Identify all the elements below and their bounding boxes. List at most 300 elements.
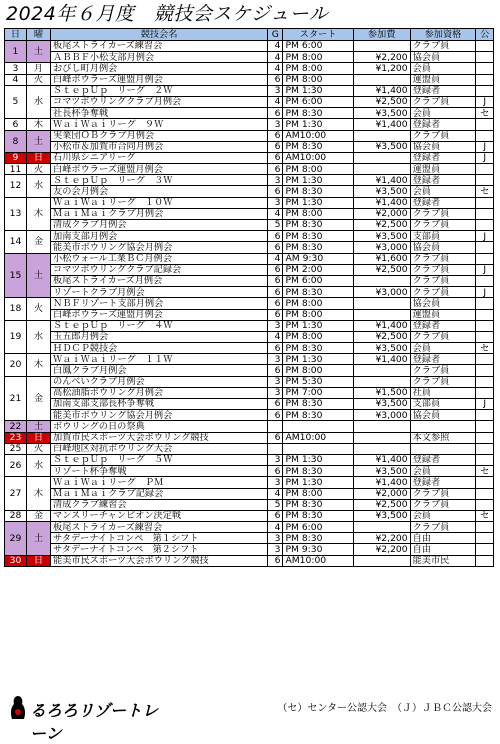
games-cell: 6 (268, 108, 283, 119)
day-cell: 3 (5, 63, 27, 74)
official-cell (476, 175, 494, 186)
official-cell: J (476, 287, 494, 298)
table-row (5, 41, 494, 52)
event-name-cell: ＳｔｅｐＵｐ リーグ ３Ｗ (51, 175, 268, 186)
table-row (5, 253, 494, 264)
start-time-cell: PM 8:00 (283, 208, 353, 219)
eligibility-cell: 会員 (410, 186, 476, 197)
table-row (5, 186, 494, 197)
eligibility-cell: 支部員 (410, 231, 476, 242)
start-time-cell: PM 8:00 (283, 164, 353, 175)
schedule-table (4, 28, 494, 567)
eligibility-cell: クラブ員 (410, 208, 476, 219)
start-time-cell: PM 8:30 (283, 108, 353, 119)
fee-cell: ¥1,400 (353, 454, 410, 465)
table-row (5, 164, 494, 175)
games-cell: 6 (268, 287, 283, 298)
start-time-cell: PM 7:00 (283, 387, 353, 398)
start-time-cell: PM 8:00 (283, 365, 353, 376)
games-cell: 6 (268, 242, 283, 253)
event-name-cell: 加南支部月例会 (51, 231, 268, 242)
event-name-cell: ＡＢＢＦ小松支部月例会 (51, 52, 268, 63)
weekday-cell: 金 (26, 231, 50, 253)
event-name-cell: 白峰ボウラーズ運盟月例会 (51, 309, 268, 320)
eligibility-cell: 協会員 (410, 410, 476, 421)
event-name-cell: ＳｔｅｐＵｐ リーグ ４Ｗ (51, 320, 268, 331)
games-cell: 6 (268, 432, 283, 443)
official-cell (476, 432, 494, 443)
official-cell: J (476, 231, 494, 242)
event-name-cell: 石川県シニアリーグ (51, 152, 268, 163)
start-time-cell: PM 8:30 (283, 343, 353, 354)
event-name-cell: 玉五郎月例会 (51, 331, 268, 342)
eligibility-cell: クラブ員 (410, 331, 476, 342)
fee-cell: ¥2,500 (353, 264, 410, 275)
games-cell: 6 (268, 152, 283, 163)
header-games: G (268, 29, 283, 41)
start-time-cell: PM 8:30 (283, 533, 353, 544)
games-cell: 3 (268, 454, 283, 465)
start-time-cell: PM 8:30 (283, 499, 353, 510)
eligibility-cell: クラブ員 (410, 41, 476, 52)
eligibility-cell (410, 421, 476, 432)
fee-cell: ¥2,200 (353, 544, 410, 555)
eligibility-cell: クラブ員 (410, 253, 476, 264)
official-cell (476, 443, 494, 454)
event-name-cell: ボウリングの日の祭典 (51, 421, 268, 432)
table-row (5, 499, 494, 510)
games-cell: 6 (268, 399, 283, 410)
day-cell: 29 (5, 522, 27, 556)
day-cell: 28 (5, 510, 27, 521)
games-cell: 6 (268, 410, 283, 421)
table-row (5, 365, 494, 376)
games-cell: 6 (268, 510, 283, 521)
table-row (5, 544, 494, 555)
fee-cell: ¥1,400 (353, 320, 410, 331)
event-name-cell: ＭａｉＭａｉクラブ月例会 (51, 208, 268, 219)
table-row (5, 96, 494, 107)
weekday-cell: 水 (26, 85, 50, 119)
table-row (5, 119, 494, 130)
fee-cell: ¥3,500 (353, 399, 410, 410)
event-name-cell: 板尾ストライカーズ月例会 (51, 275, 268, 286)
weekday-cell: 火 (26, 443, 50, 454)
table-row (5, 443, 494, 454)
table-row (5, 331, 494, 342)
fee-cell: ¥3,000 (353, 410, 410, 421)
official-cell (476, 477, 494, 488)
day-cell: 12 (5, 175, 27, 197)
eligibility-cell: クラブ員 (410, 522, 476, 533)
games-cell: 3 (268, 320, 283, 331)
fee-cell: ¥3,000 (353, 242, 410, 253)
event-name-cell: リゾート杯争奪戦 (51, 466, 268, 477)
eligibility-cell (410, 443, 476, 454)
event-name-cell: ＮＢＦリゾート支部月例会 (51, 298, 268, 309)
day-cell: 9 (5, 152, 27, 163)
table-row (5, 141, 494, 152)
start-time-cell: AM10:00 (283, 555, 353, 566)
official-cell (476, 130, 494, 141)
table-row (5, 410, 494, 421)
games-cell: 4 (268, 253, 283, 264)
day-cell: 19 (5, 320, 27, 354)
event-name-cell: 実業団ＯＢクラブ月例会 (51, 130, 268, 141)
start-time-cell: PM 6:00 (283, 41, 353, 52)
games-cell: 4 (268, 63, 283, 74)
eligibility-cell: 能美市民 (410, 555, 476, 566)
eligibility-cell: クラブ員 (410, 130, 476, 141)
weekday-cell: 土 (26, 130, 50, 152)
start-time-cell: PM 8:30 (283, 186, 353, 197)
table-row (5, 466, 494, 477)
weekday-cell: 火 (26, 74, 50, 85)
weekday-cell: 水 (26, 320, 50, 354)
header-official: 公 (476, 29, 494, 41)
day-cell: 6 (5, 119, 27, 130)
official-cell (476, 555, 494, 566)
official-cell (476, 533, 494, 544)
fee-cell: ¥3,500 (353, 466, 410, 477)
event-name-cell: 社長杯争奪戦 (51, 108, 268, 119)
page-title: 2024年６月度 競技会スケジュール (6, 3, 329, 25)
eligibility-cell: 登録者 (410, 454, 476, 465)
start-time-cell: AM 9:30 (283, 253, 353, 264)
event-name-cell: 清成クラブ月例会 (51, 220, 268, 231)
games-cell: 5 (268, 220, 283, 231)
games-cell: 4 (268, 52, 283, 63)
official-cell (476, 197, 494, 208)
fee-cell (353, 130, 410, 141)
table-row (5, 152, 494, 163)
start-time-cell: PM 5:30 (283, 376, 353, 387)
eligibility-cell: 協会員 (410, 141, 476, 152)
fee-cell (353, 298, 410, 309)
games-cell: 4 (268, 41, 283, 52)
games-cell: 3 (268, 85, 283, 96)
event-name-cell: 板尾ストライカーズ練習会 (51, 41, 268, 52)
games-cell: 4 (268, 208, 283, 219)
table-row (5, 197, 494, 208)
table-row (5, 298, 494, 309)
table-row (5, 52, 494, 63)
start-time-cell: PM 1:30 (283, 119, 353, 130)
start-time-cell: PM 8:30 (283, 220, 353, 231)
start-time-cell: PM 2:00 (283, 264, 353, 275)
event-name-cell: 小松市＆加賀市合同月例会 (51, 141, 268, 152)
games-cell: 6 (268, 164, 283, 175)
weekday-cell: 日 (26, 152, 50, 163)
day-cell: 13 (5, 197, 27, 231)
start-time-cell: PM 8:00 (283, 488, 353, 499)
official-cell (476, 331, 494, 342)
table-row (5, 231, 494, 242)
eligibility-cell: 支部員 (410, 399, 476, 410)
fee-cell (353, 74, 410, 85)
table-row (5, 287, 494, 298)
games-cell (268, 443, 283, 454)
weekday-cell: 木 (26, 354, 50, 376)
weekday-cell: 火 (26, 164, 50, 175)
start-time-cell: PM 8:30 (283, 466, 353, 477)
day-cell: 23 (5, 432, 27, 443)
start-time-cell: PM 8:30 (283, 510, 353, 521)
eligibility-cell: クラブ員 (410, 365, 476, 376)
fee-cell: ¥1,400 (353, 85, 410, 96)
weekday-cell: 金 (26, 376, 50, 421)
fee-cell: ¥1,400 (353, 354, 410, 365)
official-cell (476, 253, 494, 264)
eligibility-cell: 登録者 (410, 354, 476, 365)
header-fee: 参加費 (353, 29, 410, 41)
weekday-cell: 日 (26, 555, 50, 566)
eligibility-cell: 会員 (410, 63, 476, 74)
footer-note: （セ）センター公認大会 （Ｊ）ＪＢＣ公認大会 (277, 703, 492, 714)
games-cell: 3 (268, 197, 283, 208)
games-cell: 3 (268, 175, 283, 186)
event-name-cell: 友の会月例会 (51, 186, 268, 197)
table-row (5, 421, 494, 432)
start-time-cell (283, 421, 353, 432)
fee-cell (353, 365, 410, 376)
games-cell: 4 (268, 488, 283, 499)
eligibility-cell: 社員 (410, 387, 476, 398)
fee-cell (353, 522, 410, 533)
start-time-cell: PM 8:30 (283, 242, 353, 253)
official-cell (476, 63, 494, 74)
eligibility-cell: 運盟員 (410, 309, 476, 320)
day-cell: 11 (5, 164, 27, 175)
eligibility-cell: クラブ員 (410, 275, 476, 286)
eligibility-cell: クラブ員 (410, 220, 476, 231)
start-time-cell (283, 443, 353, 454)
table-row (5, 555, 494, 566)
fee-cell (353, 443, 410, 454)
official-cell (476, 454, 494, 465)
event-name-cell: 白峰地区対抗ボウリング大会 (51, 443, 268, 454)
games-cell: 6 (268, 343, 283, 354)
fee-cell (353, 432, 410, 443)
day-cell: 27 (5, 477, 27, 511)
official-cell (476, 387, 494, 398)
event-name-cell: ＷａｉＷａｉリーグ １１Ｗ (51, 354, 268, 365)
official-cell: セ (476, 186, 494, 197)
header-row (5, 29, 494, 41)
weekday-cell: 木 (26, 477, 50, 511)
logo (4, 695, 164, 743)
start-time-cell: AM10:00 (283, 432, 353, 443)
fee-cell (353, 555, 410, 566)
games-cell: 3 (268, 387, 283, 398)
official-cell: セ (476, 108, 494, 119)
official-cell: J (476, 96, 494, 107)
fee-cell (353, 421, 410, 432)
eligibility-cell: クラブ員 (410, 376, 476, 387)
eligibility-cell: 自由 (410, 544, 476, 555)
eligibility-cell: 自由 (410, 533, 476, 544)
fee-cell: ¥1,400 (353, 197, 410, 208)
games-cell: 4 (268, 96, 283, 107)
table-row (5, 488, 494, 499)
fee-cell (353, 376, 410, 387)
fee-cell: ¥2,200 (353, 52, 410, 63)
table-row (5, 74, 494, 85)
start-time-cell: PM 8:30 (283, 231, 353, 242)
start-time-cell: PM 6:00 (283, 522, 353, 533)
table-row (5, 208, 494, 219)
weekday-cell: 火 (26, 298, 50, 320)
games-cell: 6 (268, 130, 283, 141)
fee-cell: ¥3,500 (353, 510, 410, 521)
official-cell (476, 242, 494, 253)
table-row (5, 63, 494, 74)
official-cell: J (476, 264, 494, 275)
start-time-cell: PM 8:30 (283, 399, 353, 410)
games-cell: 6 (268, 141, 283, 152)
fee-cell (353, 41, 410, 52)
games-cell (268, 421, 283, 432)
table-row (5, 522, 494, 533)
day-cell: 30 (5, 555, 27, 566)
start-time-cell: PM 8:00 (283, 298, 353, 309)
eligibility-cell: クラブ員 (410, 488, 476, 499)
event-name-cell: ＷａｉＷａｉリーグ １０Ｗ (51, 197, 268, 208)
event-name-cell: 能美市ボウリング協会月例会 (51, 242, 268, 253)
event-name-cell: 能美市ボウリング協会月例会 (51, 410, 268, 421)
games-cell: 6 (268, 264, 283, 275)
official-cell (476, 208, 494, 219)
fee-cell: ¥1,600 (353, 253, 410, 264)
start-time-cell: PM 8:00 (283, 309, 353, 320)
games-cell: 5 (268, 499, 283, 510)
event-name-cell: おびし町月例会 (51, 63, 268, 74)
weekday-cell: 土 (26, 522, 50, 556)
header-eligibility: 参加資格 (410, 29, 476, 41)
games-cell: 6 (268, 74, 283, 85)
event-name-cell: ＷａｉＷａｉリーグ ９Ｗ (51, 119, 268, 130)
day-cell: 25 (5, 443, 27, 454)
event-name-cell: サタデーナイトコンペ 第２シフト (51, 544, 268, 555)
start-time-cell: PM 6:00 (283, 275, 353, 286)
weekday-cell: 水 (26, 175, 50, 197)
official-cell: J (476, 141, 494, 152)
eligibility-cell: 会員 (410, 510, 476, 521)
fee-cell: ¥1,400 (353, 477, 410, 488)
weekday-cell: 土 (26, 253, 50, 298)
eligibility-cell: 運盟員 (410, 74, 476, 85)
official-cell: J (476, 152, 494, 163)
table-row (5, 320, 494, 331)
table-row (5, 510, 494, 521)
official-cell (476, 74, 494, 85)
fee-cell: ¥3,500 (353, 343, 410, 354)
official-cell: セ (476, 343, 494, 354)
official-cell (476, 499, 494, 510)
table-row (5, 175, 494, 186)
games-cell: 6 (268, 466, 283, 477)
fee-cell: ¥3,000 (353, 287, 410, 298)
table-row (5, 108, 494, 119)
fee-cell (353, 275, 410, 286)
table-row (5, 454, 494, 465)
event-name-cell: ＭａｉＭａｉクラブ記録会 (51, 488, 268, 499)
weekday-cell: 月 (26, 63, 50, 74)
event-name-cell: 白峰ボウラーズ運盟月例会 (51, 74, 268, 85)
header-day: 日 (5, 29, 27, 41)
fee-cell: ¥2,500 (353, 220, 410, 231)
fee-cell: ¥1,400 (353, 119, 410, 130)
event-name-cell: マンスリーチャンピオン決定戦 (51, 510, 268, 521)
fee-cell: ¥3,500 (353, 186, 410, 197)
start-time-cell: PM 8:00 (283, 331, 353, 342)
event-name-cell: ＨＤＣＰ競技会 (51, 343, 268, 354)
start-time-cell: PM 1:30 (283, 454, 353, 465)
games-cell: 6 (268, 309, 283, 320)
event-name-cell: 高松油脂ボウリング月例会 (51, 387, 268, 398)
official-cell (476, 52, 494, 63)
start-time-cell: PM 1:30 (283, 85, 353, 96)
day-cell: 1 (5, 41, 27, 63)
day-cell: 20 (5, 354, 27, 376)
eligibility-cell: クラブ員 (410, 499, 476, 510)
fee-cell (353, 164, 410, 175)
fee-cell: ¥1,200 (353, 63, 410, 74)
games-cell: 4 (268, 522, 283, 533)
start-time-cell: PM 8:30 (283, 287, 353, 298)
eligibility-cell: クラブ員 (410, 264, 476, 275)
table-row (5, 432, 494, 443)
logo-text: るろろリゾートレーン (30, 701, 159, 743)
official-cell (476, 298, 494, 309)
start-time-cell: PM 1:30 (283, 320, 353, 331)
eligibility-cell: 会員 (410, 343, 476, 354)
official-cell (476, 488, 494, 499)
eligibility-cell: 登録者 (410, 197, 476, 208)
start-time-cell: AM10:00 (283, 152, 353, 163)
eligibility-cell: 協会員 (410, 242, 476, 253)
fee-cell: ¥3,500 (353, 141, 410, 152)
day-cell: 14 (5, 231, 27, 253)
start-time-cell: PM 1:30 (283, 175, 353, 186)
table-row (5, 376, 494, 387)
official-cell (476, 41, 494, 52)
official-cell (476, 522, 494, 533)
official-cell (476, 85, 494, 96)
weekday-cell: 土 (26, 41, 50, 63)
fee-cell: ¥2,200 (353, 533, 410, 544)
weekday-cell: 水 (26, 454, 50, 476)
event-name-cell: 能美市民スポーツ大会ボウリング競技 (51, 555, 268, 566)
table-row (5, 354, 494, 365)
eligibility-cell: 登録者 (410, 85, 476, 96)
eligibility-cell: 協会員 (410, 298, 476, 309)
games-cell: 6 (268, 231, 283, 242)
event-name-cell: サタデーナイトコンペ 第１シフト (51, 533, 268, 544)
games-cell: 3 (268, 533, 283, 544)
games-cell: 6 (268, 555, 283, 566)
start-time-cell: PM 1:30 (283, 477, 353, 488)
day-cell: 4 (5, 74, 27, 85)
games-cell: 3 (268, 477, 283, 488)
weekday-cell: 木 (26, 119, 50, 130)
day-cell: 8 (5, 130, 27, 152)
weekday-cell: 金 (26, 510, 50, 521)
start-time-cell: AM10:00 (283, 130, 353, 141)
official-cell (476, 164, 494, 175)
table-row (5, 387, 494, 398)
day-cell: 22 (5, 421, 27, 432)
